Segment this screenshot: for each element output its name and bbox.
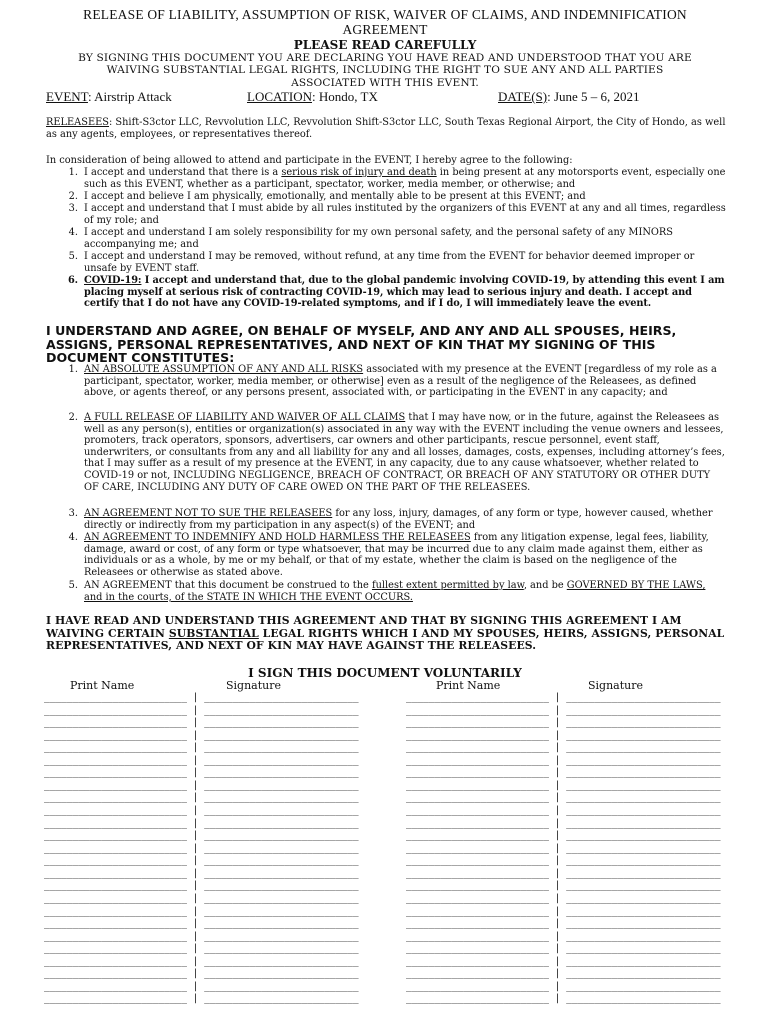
signature-line[interactable]: _________________________ | ___________________________ [406, 993, 721, 1005]
notice-line-3: ASSOCIATED WITH THIS EVENT. [291, 77, 479, 89]
signature-line[interactable]: _________________________ | ___________________________ [406, 742, 721, 754]
signature-line[interactable]: _________________________ | ___________________________ [44, 993, 359, 1005]
event-field: EVENT: Airstrip Attack [46, 89, 172, 104]
signature-line[interactable]: _________________________ | ___________________________ [406, 930, 721, 942]
signature-line[interactable]: _________________________ | ___________________________ [406, 717, 721, 729]
signature-line[interactable]: _________________________ | ___________________________ [406, 918, 721, 930]
signature-line[interactable]: _________________________ | ___________________________ [406, 855, 721, 867]
signature-line[interactable]: _________________________ | ___________________________ [44, 943, 359, 955]
signature-line[interactable]: _________________________ | ___________________________ [406, 805, 721, 817]
signature-header-right: Signature [588, 679, 644, 692]
signature-line[interactable]: _________________________ | ___________________________ [406, 880, 721, 892]
signature-line[interactable]: _________________________ | ___________________________ [406, 817, 721, 829]
signature-line[interactable]: _________________________ | ___________________________ [44, 692, 359, 703]
signature-line[interactable]: _________________________ | ___________________________ [44, 880, 359, 892]
signature-line[interactable]: _________________________ | ___________________________ [44, 918, 359, 930]
signature-line[interactable]: _________________________ | ___________________________ [44, 779, 359, 791]
signature-line[interactable]: _________________________ | ___________________________ [406, 792, 721, 804]
signature-line[interactable]: _________________________ | ___________________________ [44, 980, 359, 992]
signature-line[interactable]: _________________________ | ___________________________ [406, 704, 721, 716]
signature-line[interactable]: _________________________ | ___________________________ [44, 930, 359, 942]
signature-line[interactable]: _________________________ | ___________________________ [406, 830, 721, 842]
location-field: LOCATION: Hondo, TX [247, 89, 378, 104]
releasees-paragraph: RELEASEES: Shift-S3ctor LLC, Revvolution LLC, Revvolution Shift-S3ctor LLC, South Texas Regional Airport, the City of Hondo, as well as any agents, employees, or representatives thereof. [46, 117, 726, 140]
agreement-heading: I UNDERSTAND AND AGREE, ON BEHALF OF MYSELF, AND ANY AND ALL SPOUSES, HEIRS, ASSIGNS, PERSONAL REPRESENTATIVES, AND NEXT OF KIN THAT MY SIGNING OF THIS DOCUMENT CONSTITUTES: [46, 323, 677, 365]
signature-line[interactable]: _________________________ | ___________________________ [44, 805, 359, 817]
signature-line[interactable]: _________________________ | ___________________________ [44, 729, 359, 741]
signature-line[interactable]: _________________________ | ___________________________ [44, 767, 359, 779]
signature-line[interactable]: _________________________ | ___________________________ [44, 717, 359, 729]
consideration-intro: In consideration of being allowed to attend and participate in the EVENT, I hereby agree to the following: [46, 155, 573, 166]
signature-line[interactable]: _________________________ | ___________________________ [406, 754, 721, 766]
signature-line[interactable]: _________________________ | ___________________________ [44, 905, 359, 917]
signature-line[interactable]: _________________________ | ___________________________ [44, 892, 359, 904]
print-name-header-left: Print Name [70, 679, 135, 692]
document-title-line1: RELEASE OF LIABILITY, ASSUMPTION OF RISK, WAIVER OF CLAIMS, AND INDEMNIFICATION [83, 7, 687, 22]
signature-line[interactable]: _________________________ | ___________________________ [406, 968, 721, 980]
dates-field: DATE(S): June 5 – 6, 2021 [498, 89, 640, 104]
signature-line[interactable]: _________________________ | ___________________________ [44, 855, 359, 867]
notice-line-1: BY SIGNING THIS DOCUMENT YOU ARE DECLARING YOU HAVE READ AND UNDERSTOOD THAT YOU ARE [78, 52, 692, 64]
signature-line[interactable]: _________________________ | ___________________________ [406, 943, 721, 955]
signature-line[interactable]: _________________________ | ___________________________ [406, 779, 721, 791]
print-name-header-right: Print Name [436, 679, 501, 692]
signature-line[interactable]: _________________________ | ___________________________ [44, 867, 359, 879]
signature-line[interactable]: _________________________ | ___________________________ [406, 905, 721, 917]
signature-line[interactable]: _________________________ | ___________________________ [406, 867, 721, 879]
sign-voluntarily-heading: I SIGN THIS DOCUMENT VOLUNTARILY [248, 666, 522, 680]
document-title-line2: AGREEMENT [342, 22, 428, 37]
signature-line[interactable]: _________________________ | ___________________________ [44, 955, 359, 967]
notice-line-2: WAIVING SUBSTANTIAL LEGAL RIGHTS, INCLUDING THE RIGHT TO SUE ANY AND ALL PARTIES [106, 64, 664, 76]
signature-line[interactable]: _________________________ | ___________________________ [406, 729, 721, 741]
signature-line[interactable]: _________________________ | ___________________________ [406, 767, 721, 779]
signature-line[interactable]: _________________________ | ___________________________ [406, 980, 721, 992]
signature-line[interactable]: _________________________ | ___________________________ [406, 892, 721, 904]
please-read-heading: PLEASE READ CAREFULLY [293, 38, 477, 52]
signature-line[interactable]: _________________________ | ___________________________ [406, 955, 721, 967]
signature-line[interactable]: _________________________ | ___________________________ [44, 817, 359, 829]
signature-line[interactable]: _________________________ | ___________________________ [406, 692, 721, 703]
signature-line[interactable]: _________________________ | ___________________________ [44, 830, 359, 842]
signature-line[interactable]: _________________________ | ___________________________ [44, 704, 359, 716]
signature-line[interactable]: _________________________ | ___________________________ [44, 792, 359, 804]
signature-line[interactable]: _________________________ | ___________________________ [44, 968, 359, 980]
signature-line[interactable]: _________________________ | ___________________________ [44, 742, 359, 754]
acknowledgement-paragraph: I HAVE READ AND UNDERSTAND THIS AGREEMENT AND THAT BY SIGNING THIS AGREEMENT I AM WAIVING CERTAIN SUBSTANTIAL LEGAL RIGHTS WHICH I AND MY SPOUSES, HEIRS, ASSIGNS, PERSONAL REPRESENTATIVES, AND NEXT OF KIN MAY HAVE AGAINST THE RELEASEES. [46, 614, 725, 653]
signature-line[interactable]: _________________________ | ___________________________ [406, 842, 721, 854]
signature-line[interactable]: _________________________ | ___________________________ [44, 754, 359, 766]
signature-header-left: Signature [226, 679, 282, 692]
signature-line[interactable]: _________________________ | ___________________________ [44, 842, 359, 854]
